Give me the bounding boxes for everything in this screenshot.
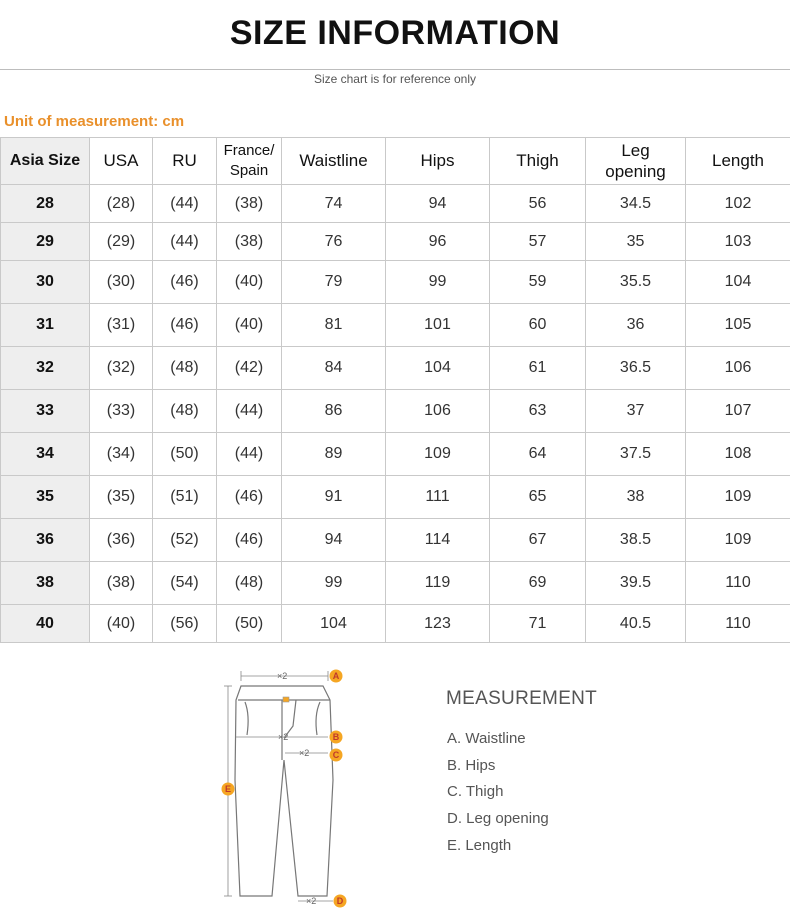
table-row [1, 304, 790, 347]
cell-ru: (51) [153, 476, 217, 519]
pants-outline [235, 686, 333, 896]
measurement-item-thigh: C. Thigh [447, 783, 504, 801]
table-row [1, 433, 790, 476]
cell-usa: (33) [90, 390, 153, 433]
cell-ru: (48) [153, 347, 217, 390]
measure-lines [224, 671, 333, 901]
x2-label-c: ×2 [299, 748, 310, 758]
measurement-item-hips: B. Hips [447, 756, 496, 774]
cell-leg-opening: 38 [586, 476, 686, 519]
cell-usa: (32) [90, 347, 153, 390]
cell-usa: (35) [90, 476, 153, 519]
cell-asia-size: 30 [1, 261, 90, 304]
cell-length: 107 [686, 390, 790, 433]
title-divider [0, 69, 790, 70]
header-asia-size: Asia Size [1, 138, 90, 185]
cell-usa: (28) [90, 185, 153, 223]
cell-hips: 104 [386, 347, 490, 390]
cell-asia-size: 28 [1, 185, 90, 223]
header-waistline: Waistline [282, 138, 386, 185]
cell-ru: (44) [153, 185, 217, 223]
cell-leg-opening: 39.5 [586, 562, 686, 605]
cell-length: 109 [686, 476, 790, 519]
cell-ru: (48) [153, 390, 217, 433]
size-table [0, 137, 790, 643]
cell-france-spain: (50) [217, 605, 282, 643]
cell-waistline: 91 [282, 476, 386, 519]
cell-hips: 101 [386, 304, 490, 347]
cell-usa: (30) [90, 261, 153, 304]
table-row [1, 347, 790, 390]
cell-ru: (50) [153, 433, 217, 476]
cell-hips: 114 [386, 519, 490, 562]
table-row [1, 390, 790, 433]
cell-waistline: 86 [282, 390, 386, 433]
cell-ru: (44) [153, 223, 217, 261]
marker-d-label: D [336, 896, 344, 906]
cell-hips: 109 [386, 433, 490, 476]
unit-note: Unit of measurement: cm [4, 113, 185, 130]
cell-thigh: 56 [490, 185, 586, 223]
cell-length: 102 [686, 185, 790, 223]
cell-thigh: 60 [490, 304, 586, 347]
cell-length: 105 [686, 304, 790, 347]
cell-waistline: 99 [282, 562, 386, 605]
cell-length: 103 [686, 223, 790, 261]
cell-leg-opening: 40.5 [586, 605, 686, 643]
header-opening-label: opening [605, 162, 666, 181]
cell-france-spain: (46) [217, 519, 282, 562]
cell-length: 110 [686, 605, 790, 643]
cell-thigh: 57 [490, 223, 586, 261]
cell-france-spain: (40) [217, 261, 282, 304]
cell-asia-size: 38 [1, 562, 90, 605]
header-row [1, 138, 790, 185]
x2-label-d: ×2 [306, 896, 317, 906]
cell-ru: (52) [153, 519, 217, 562]
cell-hips: 119 [386, 562, 490, 605]
header-spain-label: Spain [229, 162, 269, 179]
cell-waistline: 104 [282, 605, 386, 643]
cell-asia-size: 36 [1, 519, 90, 562]
button-icon [283, 697, 289, 702]
cell-leg-opening: 36.5 [586, 347, 686, 390]
cell-ru: (56) [153, 605, 217, 643]
table-row [1, 562, 790, 605]
cell-hips: 123 [386, 605, 490, 643]
marker-c-label: C [332, 750, 340, 760]
cell-asia-size: 33 [1, 390, 90, 433]
cell-france-spain: (46) [217, 476, 282, 519]
cell-asia-size: 35 [1, 476, 90, 519]
cell-length: 110 [686, 562, 790, 605]
pants-diagram [216, 664, 351, 914]
cell-thigh: 61 [490, 347, 586, 390]
cell-length: 108 [686, 433, 790, 476]
cell-waistline: 74 [282, 185, 386, 223]
cell-usa: (29) [90, 223, 153, 261]
measurement-item-length: E. Length [447, 836, 512, 854]
cell-thigh: 64 [490, 433, 586, 476]
cell-leg-opening: 37 [586, 390, 686, 433]
header-usa: USA [90, 138, 153, 185]
cell-ru: (46) [153, 304, 217, 347]
header-leg-label: Leg [621, 141, 650, 160]
header-length: Length [686, 138, 790, 185]
header-leg-opening [586, 138, 686, 185]
cell-hips: 99 [386, 261, 490, 304]
cell-france-spain: (40) [217, 304, 282, 347]
cell-asia-size: 40 [1, 605, 90, 643]
cell-waistline: 94 [282, 519, 386, 562]
cell-leg-opening: 37.5 [586, 433, 686, 476]
cell-hips: 94 [386, 185, 490, 223]
table-row [1, 223, 790, 261]
cell-leg-opening: 38.5 [586, 519, 686, 562]
header-france-spain [217, 138, 282, 185]
measurement-list [447, 729, 549, 862]
table-row [1, 261, 790, 304]
cell-waistline: 84 [282, 347, 386, 390]
page-title: SIZE INFORMATION [229, 14, 561, 52]
cell-ru: (54) [153, 562, 217, 605]
cell-usa: (38) [90, 562, 153, 605]
cell-usa: (36) [90, 519, 153, 562]
table-row [1, 185, 790, 223]
cell-leg-opening: 34.5 [586, 185, 686, 223]
cell-length: 104 [686, 261, 790, 304]
header-hips: Hips [386, 138, 490, 185]
marker-b-label: B [332, 732, 340, 742]
cell-france-spain: (42) [217, 347, 282, 390]
measurement-item-waistline: A. Waistline [447, 730, 526, 747]
cell-france-spain: (44) [217, 433, 282, 476]
cell-thigh: 65 [490, 476, 586, 519]
header-thigh: Thigh [490, 138, 586, 185]
cell-asia-size: 32 [1, 347, 90, 390]
cell-usa: (40) [90, 605, 153, 643]
cell-waistline: 81 [282, 304, 386, 347]
marker-a-label: A [332, 671, 340, 681]
table-row [1, 476, 790, 519]
cell-france-spain: (44) [217, 390, 282, 433]
cell-thigh: 69 [490, 562, 586, 605]
cell-asia-size: 34 [1, 433, 90, 476]
header-ru: RU [153, 138, 217, 185]
cell-hips: 106 [386, 390, 490, 433]
table-row [1, 605, 790, 643]
cell-thigh: 67 [490, 519, 586, 562]
cell-asia-size: 31 [1, 304, 90, 347]
cell-leg-opening: 35 [586, 223, 686, 261]
cell-hips: 111 [386, 476, 490, 519]
marker-e-label: E [224, 784, 232, 794]
cell-ru: (46) [153, 261, 217, 304]
cell-leg-opening: 35.5 [586, 261, 686, 304]
measurement-title: MEASUREMENT [446, 688, 598, 709]
cell-waistline: 79 [282, 261, 386, 304]
cell-hips: 96 [386, 223, 490, 261]
measurement-item-leg-opening: D. Leg opening [447, 810, 549, 828]
cell-length: 106 [686, 347, 790, 390]
cell-asia-size: 29 [1, 223, 90, 261]
x2-label-a: ×2 [277, 671, 288, 681]
cell-thigh: 63 [490, 390, 586, 433]
header-france-label: France/ [223, 142, 275, 159]
cell-thigh: 59 [490, 261, 586, 304]
table-row [1, 519, 790, 562]
cell-waistline: 89 [282, 433, 386, 476]
cell-length: 109 [686, 519, 790, 562]
cell-usa: (31) [90, 304, 153, 347]
cell-waistline: 76 [282, 223, 386, 261]
cell-france-spain: (48) [217, 562, 282, 605]
cell-france-spain: (38) [217, 185, 282, 223]
cell-usa: (34) [90, 433, 153, 476]
subtitle: Size chart is for reference only [313, 72, 477, 86]
x2-label-b: ×2 [278, 732, 289, 742]
cell-thigh: 71 [490, 605, 586, 643]
cell-france-spain: (38) [217, 223, 282, 261]
cell-leg-opening: 36 [586, 304, 686, 347]
